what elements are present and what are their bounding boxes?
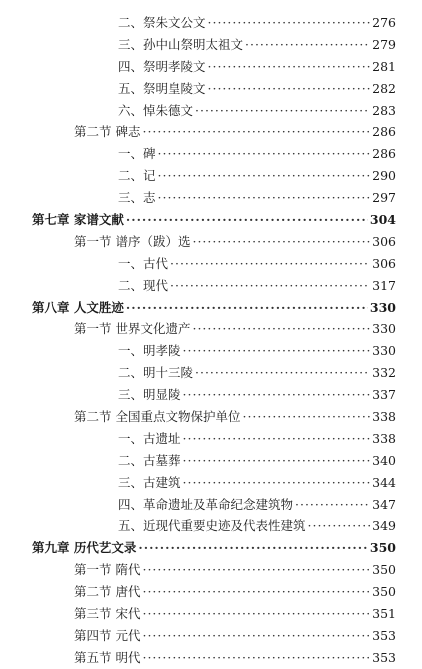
toc-entry-label: 第一节 隋代 bbox=[74, 562, 141, 578]
toc-item-entry bbox=[0, 143, 422, 165]
toc-leader-dots bbox=[195, 362, 370, 384]
toc-leader-dots bbox=[183, 340, 371, 362]
toc-entry-label: 二、记 bbox=[118, 168, 156, 184]
toc-section-entry bbox=[0, 647, 422, 669]
toc-section-entry bbox=[0, 603, 422, 625]
toc-section-entry bbox=[0, 231, 422, 253]
toc-page-number: 283 bbox=[372, 102, 396, 118]
toc-section-entry bbox=[0, 121, 422, 143]
toc-item-entry bbox=[0, 428, 422, 450]
toc-page-number: 282 bbox=[372, 80, 396, 96]
toc-page-number: 276 bbox=[372, 15, 396, 30]
toc-entry-label: 三、古建筑 bbox=[118, 474, 181, 490]
toc-entry-label: 第二节 全国重点文物保护单位 bbox=[74, 409, 241, 425]
toc-page-number: 349 bbox=[372, 518, 396, 534]
toc-entry-label: 三、明显陵 bbox=[118, 387, 181, 403]
toc-entry-label: 第二节 唐代 bbox=[74, 584, 141, 600]
toc-item-entry bbox=[0, 472, 422, 494]
toc-page-number: 350 bbox=[372, 584, 396, 600]
toc-entry-label: 六、悼朱德文 bbox=[118, 102, 194, 118]
toc-page-number: 306 bbox=[372, 233, 396, 249]
toc-item-entry bbox=[0, 494, 422, 516]
toc-entry-label: 三、志 bbox=[118, 190, 156, 206]
toc-item-entry bbox=[0, 34, 422, 56]
toc-leader-dots bbox=[195, 100, 370, 122]
toc-section-entry bbox=[0, 559, 422, 581]
toc-leader-dots bbox=[142, 121, 370, 143]
toc-page-number: 338 bbox=[372, 409, 396, 425]
toc-page-number: 286 bbox=[372, 146, 396, 162]
toc-page-number: 337 bbox=[372, 387, 396, 403]
toc-entry-label: 二、古墓葬 bbox=[118, 452, 181, 468]
toc-page-number: 344 bbox=[372, 474, 396, 490]
toc-item-entry bbox=[0, 450, 422, 472]
toc-section-entry bbox=[0, 318, 422, 340]
toc-leader-dots bbox=[192, 231, 370, 253]
toc-entry-label: 第一节 世界文化遗产 bbox=[74, 321, 191, 337]
toc-page-number: 330 bbox=[372, 321, 396, 337]
toc-entry-label: 第三节 宋代 bbox=[74, 606, 141, 622]
toc-entry-label: 第一节 谱序（跋）选 bbox=[74, 233, 191, 249]
toc-section-entry bbox=[0, 406, 422, 428]
toc-page-number: 353 bbox=[372, 627, 396, 643]
toc-entry-label: 一、古遗址 bbox=[118, 430, 181, 446]
toc-page-number: 317 bbox=[372, 277, 396, 293]
toc-item-entry bbox=[0, 78, 422, 100]
toc-entry-label: 第五节 明代 bbox=[74, 649, 141, 665]
toc-item-entry bbox=[0, 56, 422, 78]
toc-page-number: 306 bbox=[372, 255, 396, 271]
toc-leader-dots bbox=[126, 297, 368, 319]
toc-leader-dots bbox=[158, 143, 371, 165]
toc-chapter-entry bbox=[0, 209, 422, 231]
toc-page-number: 290 bbox=[372, 168, 396, 184]
toc-chapter-entry bbox=[0, 537, 422, 559]
toc-item-entry bbox=[0, 362, 422, 384]
toc-leader-dots bbox=[183, 428, 371, 450]
toc-leader-dots bbox=[242, 406, 370, 428]
toc-entry-label: 二、祭朱文公文 bbox=[118, 15, 206, 30]
toc-leader-dots bbox=[170, 253, 370, 275]
toc-page-number: 297 bbox=[372, 190, 396, 206]
toc-leader-dots bbox=[142, 603, 370, 625]
toc-leader-dots bbox=[208, 78, 371, 100]
toc-leader-dots bbox=[308, 515, 371, 537]
toc-page-number: 338 bbox=[372, 430, 396, 446]
toc-entry-label: 一、碑 bbox=[118, 146, 156, 162]
toc-leader-dots bbox=[183, 472, 371, 494]
toc-leader-dots bbox=[295, 494, 370, 516]
toc-page-number: 351 bbox=[372, 606, 396, 622]
toc-item-entry bbox=[0, 340, 422, 362]
toc-item-entry bbox=[0, 100, 422, 122]
toc-entry-label: 四、革命遗址及革命纪念建筑物 bbox=[118, 496, 294, 512]
toc-page-number: 304 bbox=[369, 212, 396, 228]
toc-entry-label: 五、近现代重要史迹及代表性建筑 bbox=[118, 518, 306, 534]
toc-leader-dots bbox=[142, 581, 370, 603]
toc-page-number: 353 bbox=[372, 649, 396, 665]
toc-leader-dots bbox=[183, 450, 371, 472]
toc-page-number: 281 bbox=[372, 58, 396, 74]
toc-page-number: 279 bbox=[372, 36, 396, 52]
toc-entry-label: 第九章 历代艺文录 bbox=[32, 540, 137, 556]
toc-entry-label: 第四节 元代 bbox=[74, 627, 141, 643]
toc-leader-dots bbox=[170, 275, 370, 297]
toc-item-entry bbox=[0, 384, 422, 406]
toc-leader-dots bbox=[208, 56, 371, 78]
toc-entry-label: 五、祭明皇陵文 bbox=[118, 80, 206, 96]
toc-leader-dots bbox=[208, 12, 371, 34]
toc-page-number: 340 bbox=[372, 452, 396, 468]
toc-page-number: 330 bbox=[369, 299, 396, 315]
toc-page-number: 330 bbox=[372, 343, 396, 359]
toc-leader-dots bbox=[183, 384, 371, 406]
toc-leader-dots bbox=[142, 625, 370, 647]
toc-leader-dots bbox=[142, 559, 370, 581]
toc-item-entry bbox=[0, 275, 422, 297]
toc-item-entry bbox=[0, 12, 422, 34]
toc-page-number: 350 bbox=[369, 540, 396, 556]
toc-item-entry bbox=[0, 187, 422, 209]
toc-section-entry bbox=[0, 625, 422, 647]
toc-leader-dots bbox=[126, 209, 368, 231]
toc-entry-label: 二、明十三陵 bbox=[118, 365, 194, 381]
toc-entry-label: 第七章 家谱文献 bbox=[32, 212, 124, 228]
toc-page-number: 286 bbox=[372, 124, 396, 140]
toc-entry-label: 三、孙中山祭明太祖文 bbox=[118, 36, 244, 52]
toc-item-entry bbox=[0, 165, 422, 187]
toc-leader-dots bbox=[158, 165, 371, 187]
toc-page-number: 350 bbox=[372, 562, 396, 578]
toc-entry-label: 第八章 人文胜迹 bbox=[32, 299, 124, 315]
toc-entry-label: 四、祭明孝陵文 bbox=[118, 58, 206, 74]
toc-entry-label: 第二节 碑志 bbox=[74, 124, 141, 140]
toc-leader-dots bbox=[245, 34, 370, 56]
toc-entry-label: 一、古代 bbox=[118, 255, 169, 271]
toc-leader-dots bbox=[158, 187, 371, 209]
toc-leader-dots bbox=[138, 537, 368, 559]
toc-section-entry bbox=[0, 581, 422, 603]
toc-leader-dots bbox=[142, 647, 370, 669]
toc-item-entry bbox=[0, 515, 422, 537]
toc-page-number: 332 bbox=[372, 365, 396, 381]
toc-chapter-entry bbox=[0, 297, 422, 319]
toc-page-number: 347 bbox=[372, 496, 396, 512]
toc-leader-dots bbox=[192, 318, 370, 340]
toc-item-entry bbox=[0, 253, 422, 275]
toc-entry-label: 二、现代 bbox=[118, 277, 169, 293]
toc-entry-label: 一、明孝陵 bbox=[118, 343, 181, 359]
